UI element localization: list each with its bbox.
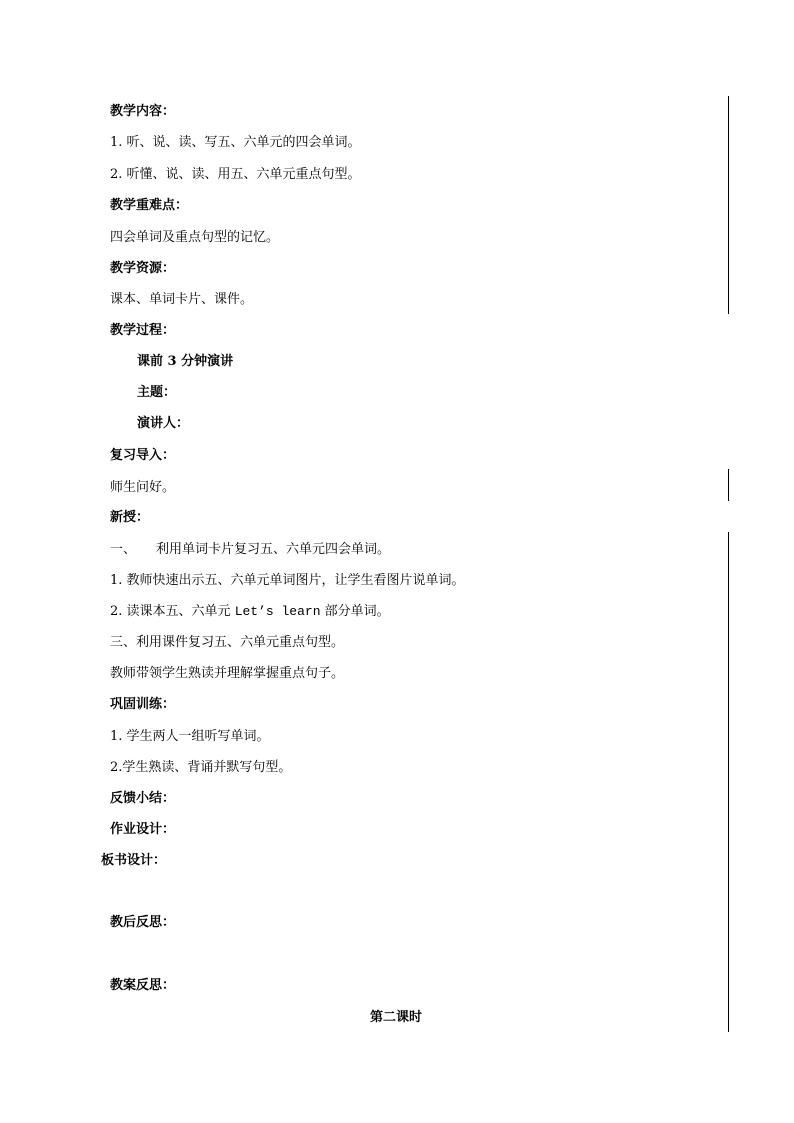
resource-heading: 教学资源： — [110, 261, 176, 276]
speech-topic: 主题： — [137, 385, 177, 400]
speech-title: 课前 3 分钟演讲 — [137, 354, 234, 369]
process-heading: 教学过程： — [110, 323, 176, 338]
new-step-2-lesson-name: Let’s learn — [234, 604, 321, 619]
board-design-heading: 板书设计： — [101, 853, 167, 868]
new-step-1: 1. 教师快速出示五、六单元单词图片，让学生看图片说单词。 — [110, 573, 465, 588]
after-class-reflection-heading: 教后反思： — [110, 915, 176, 930]
new-step-2 — [110, 604, 390, 620]
practice-item-2: 2.学生熟读、背诵并默写句型。 — [110, 760, 292, 775]
content-item-1: 1. 听、说、读、写五、六单元的四会单词。 — [110, 135, 361, 150]
new-step-2-suffix: 部分单词。 — [324, 604, 390, 619]
new-item-3: 三、利用课件复习五、六单元重点句型。 — [110, 635, 345, 650]
content-heading: 教学内容： — [110, 104, 176, 119]
practice-heading: 巩固训练： — [110, 697, 176, 712]
key-text: 四会单词及重点句型的记忆。 — [110, 230, 280, 245]
new-item-1-number: 一、 — [110, 542, 137, 557]
speech-speaker: 演讲人： — [137, 416, 190, 431]
new-item-1-text: 利用单词卡片复习五、六单元四会单词。 — [156, 542, 391, 557]
new-item-1 — [110, 542, 390, 558]
new-item-3-text: 教师带领学生熟读并理解掌握重点句子。 — [110, 666, 345, 681]
lesson-plan-reflection-heading: 教案反思： — [110, 978, 176, 993]
key-heading: 教学重难点： — [110, 198, 189, 213]
homework-heading: 作业设计： — [110, 822, 176, 837]
content-item-2: 2. 听懂、说、读、用五、六单元重点句型。 — [110, 167, 361, 182]
new-step-2-prefix: 2. 读课本五、六单元 — [110, 604, 231, 619]
new-heading: 新授： — [110, 510, 150, 525]
resource-text: 课本、单词卡片、课件。 — [110, 292, 254, 307]
review-heading: 复习导入： — [110, 448, 176, 463]
practice-item-1: 1. 学生两人一组听写单词。 — [110, 729, 270, 744]
next-lesson-title: 第二课时 — [370, 1010, 423, 1025]
feedback-heading: 反馈小结： — [110, 791, 176, 806]
page-margin-rule-middle — [728, 469, 729, 501]
review-text: 师生问好。 — [110, 480, 176, 495]
page-margin-rule-top — [728, 96, 729, 314]
page-margin-rule-bottom — [728, 532, 729, 1032]
